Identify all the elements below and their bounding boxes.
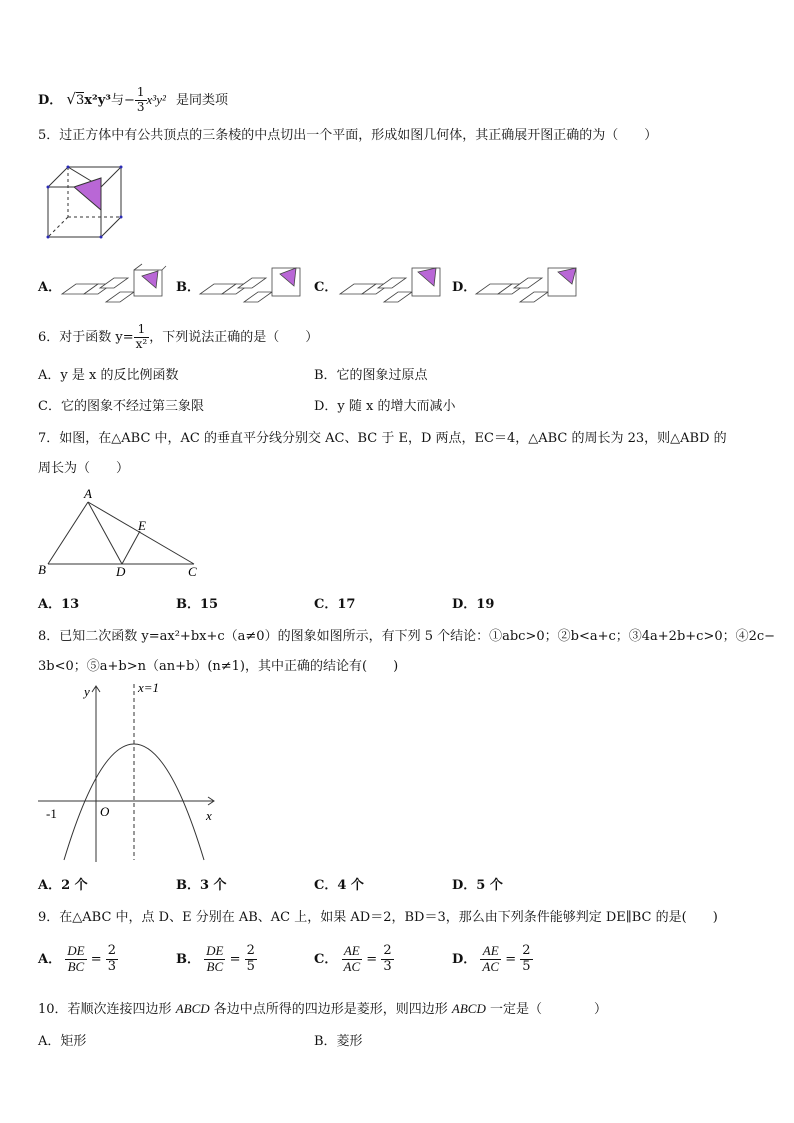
q7-stem-line2: 周长为（ ） <box>38 461 130 476</box>
equals-sign: = <box>229 952 241 967</box>
connector: 与 <box>110 92 124 108</box>
q4-option-d <box>38 85 229 114</box>
ratio-fraction: $\frac{DE}{BC}$ <box>206 943 224 974</box>
q7-triangle-figure <box>38 488 208 578</box>
q6-option-c[interactable]: C．它的图象不经过第三象限 <box>38 399 204 414</box>
equals-sign: = <box>366 952 378 967</box>
q7-stem-line1: 7．如图，在△ABC 中，AC 的垂直平分线分别交 AC、BC 于 E，D 两点，EC＝4，△ABC 的周长为 23，则△ABD 的 <box>38 431 727 446</box>
ratio-fraction: $\frac{AE}{AC}$ <box>343 943 361 974</box>
term-1: x²y³ <box>84 92 111 108</box>
vertex-b-label: B <box>38 562 46 577</box>
value-fraction: $\frac{2}{3}$ <box>383 943 392 974</box>
cut-triangle <box>74 178 101 210</box>
q6-option-a[interactable]: A．y 是 x 的反比例函数 <box>38 368 179 383</box>
option-label: C． <box>314 952 338 967</box>
vertex-c-label: C <box>188 564 197 579</box>
ratio-fraction: $\frac{DE}{BC}$ <box>67 943 85 974</box>
q5-net-c <box>340 264 444 300</box>
q6-stem <box>38 318 318 358</box>
tail-text: 是同类项 <box>176 92 229 108</box>
q5-option-b-label[interactable]: B． <box>176 280 200 295</box>
q9-option-d[interactable] <box>452 940 533 980</box>
q8-stem-line2: 3b<0；⑤a+b>n（an+b）(n≠1)，其中正确的结论有( ) <box>38 659 399 674</box>
minus-sign: − <box>123 92 135 108</box>
value-fraction: $\frac{2}{3}$ <box>107 943 117 974</box>
equals-sign: = <box>90 952 102 967</box>
point-e-label: E <box>138 518 146 533</box>
option-label: D． <box>452 952 477 967</box>
q9-option-a[interactable] <box>38 940 118 980</box>
q8-option-a[interactable]: A．2 个 <box>38 878 88 893</box>
q10-stem <box>38 998 607 1017</box>
q8-parabola-figure <box>36 680 226 865</box>
q9-option-c[interactable] <box>314 940 394 980</box>
q7-option-d[interactable]: D．19 <box>452 597 495 612</box>
q5-option-a-label[interactable]: A． <box>38 280 62 295</box>
q8-option-d[interactable]: D．5 个 <box>452 878 503 893</box>
q5-option-d-label[interactable]: D． <box>452 280 477 295</box>
q5-net-a <box>62 264 166 300</box>
q6-option-d[interactable]: D．y 随 x 的增大而减小 <box>314 399 456 414</box>
equals-sign: = <box>505 952 517 967</box>
option-label: B． <box>176 952 200 967</box>
sqrt-expression: √3 <box>66 89 85 108</box>
q7-option-a[interactable]: A．13 <box>38 597 80 612</box>
q8-option-b[interactable]: B．3 个 <box>176 878 227 893</box>
quad-name-2: ABCD <box>451 1001 486 1016</box>
option-label: D． <box>38 92 63 108</box>
q9-option-b[interactable] <box>176 940 257 980</box>
fraction-one-over-x-squared: $\frac{1}{\text{x²}}$ <box>135 322 148 351</box>
vertex-a-label: A <box>84 486 92 501</box>
quad-name-1: ABCD <box>175 1001 210 1016</box>
point-d-label: D <box>116 564 126 579</box>
value-fraction: $\frac{2}{5}$ <box>522 943 531 974</box>
stem-pre: 10．若顺次连接四边形 <box>38 1002 176 1017</box>
q8-stem-line1: 8．已知二次函数 y=ax²+bx+c（a≠0）的图象如图所示，有下列 5 个结论：①abc>0；②b<a+c；③4a+2b+c>0；④2c− <box>38 629 776 644</box>
q10-option-b[interactable]: B．菱形 <box>314 1034 363 1049</box>
q5-cube-figure <box>46 165 126 240</box>
option-label: A． <box>38 952 62 967</box>
stem-post: 一定是（ ） <box>485 1002 607 1017</box>
stem-post: ，下列说法正确的是（ ） <box>149 330 319 345</box>
stem-mid: 各边中点所得的四边形是菱形，则四边形 <box>209 1002 452 1017</box>
q5-net-d <box>476 264 580 300</box>
stem-pre: 6．对于函数 y= <box>38 330 134 345</box>
fraction-one-third: $\frac{1}{3}$ <box>136 85 145 114</box>
q9-stem: 9．在△ABC 中，点 D、E 分别在 AB、AC 上，如果 AD＝2，BD＝3，那么由下列条件能够判定 DE∥BC 的是( ) <box>38 910 718 925</box>
q10-option-a[interactable]: A．矩形 <box>38 1034 87 1049</box>
q5-net-b <box>200 264 304 300</box>
minus-one-label: -1 <box>46 806 57 821</box>
q8-option-c[interactable]: C．4 个 <box>314 878 364 893</box>
value-fraction: $\frac{2}{5}$ <box>246 943 255 974</box>
q7-option-b[interactable]: B．15 <box>176 597 219 612</box>
q5-stem: 5．过正方体中有公共顶点的三条棱的中点切出一个平面，形成如图几何体，其正确展开图正确的为（ ） <box>38 128 658 143</box>
origin-label: O <box>100 804 110 819</box>
q6-option-b[interactable]: B．它的图象过原点 <box>314 368 428 383</box>
q5-option-c-label[interactable]: C． <box>314 280 338 295</box>
ratio-fraction: $\frac{AE}{AC}$ <box>482 943 500 974</box>
term-2: x³y² <box>146 91 166 107</box>
x-axis-label: x <box>206 808 212 823</box>
q7-option-c[interactable]: C．17 <box>314 597 356 612</box>
symmetry-label: x=1 <box>138 680 160 695</box>
y-axis-label: y <box>84 684 90 699</box>
